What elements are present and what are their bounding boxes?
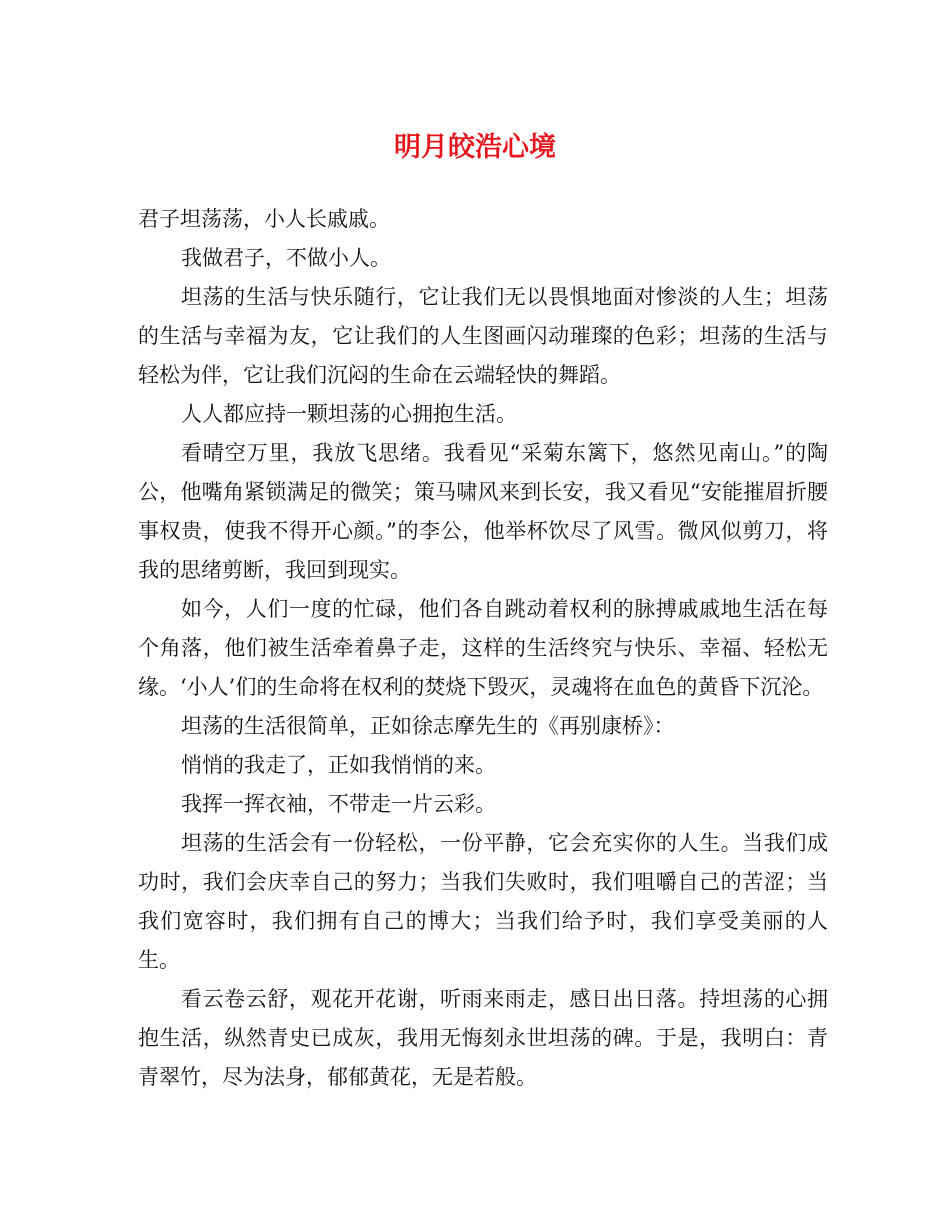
paragraph: 我做君子，不做小人。 bbox=[181, 246, 391, 270]
document-title: 明月皎浩心境 bbox=[394, 132, 556, 163]
paragraph: 坦荡的生活很简单，正如徐志摩先生的《再别康桥》： bbox=[181, 714, 675, 738]
poem-line: 悄悄的我走了，正如我悄悄的来。 bbox=[181, 753, 496, 777]
paragraph: 坦荡的生活与快乐随行，它让我们无以畏惧地面对惨淡的人生；坦荡的生活与幸福为友，它让我们的人生图画闪动璀璨的色彩；坦荡的生活与轻松为伴，它让我们沉闷的生命在云端轻快的舞蹈。 bbox=[138, 285, 828, 387]
paragraph: 看云卷云舒，观花开花谢，听雨来雨走，感日出日落。持坦荡的心拥抱生活，纵然青史已成灰，我用无悔刻永世坦荡的碑。于是，我明白：青青翠竹，尽为法身，郁郁黄花，无是若般。 bbox=[138, 987, 828, 1089]
paragraph-opening-line: 君子坦荡荡，小人长戚戚。 bbox=[138, 207, 390, 231]
poem-line: 我挥一挥衣袖，不带走一片云彩。 bbox=[181, 792, 496, 816]
paragraph: 看晴空万里，我放飞思绪。我看见“采菊东篱下，悠然见南山。”的陶公，他嘴角紧锁满足的微笑；策马啸风来到长安，我又看见“安能摧眉折腰事权贵，使我不得开心颜。”的李公，他举杯饮尽了风雪。微风似剪刀，将我的思绪剪断，我回到现实。 bbox=[138, 441, 828, 582]
paragraph: 坦荡的生活会有一份轻松，一份平静，它会充实你的人生。当我们成功时，我们会庆幸自己的努力；当我们失败时，我们咀嚼自己的苦涩；当我们宽容时，我们拥有自己的博大；当我们给予时，我们享受美丽的人生。 bbox=[138, 831, 828, 972]
paragraph: 如今，人们一度的忙碌，他们各自跳动着权利的脉搏戚戚地生活在每个角落，他们被生活牵着鼻子走，这样的生活终究与快乐、幸福、轻松无缘。‘小人’们的生命将在权利的焚烧下毁灭，灵魂将在血色的黄昏下沉沦。 bbox=[138, 597, 828, 699]
paragraph: 人人都应持一颗坦荡的心拥抱生活。 bbox=[181, 402, 517, 426]
document-body bbox=[138, 200, 828, 1097]
